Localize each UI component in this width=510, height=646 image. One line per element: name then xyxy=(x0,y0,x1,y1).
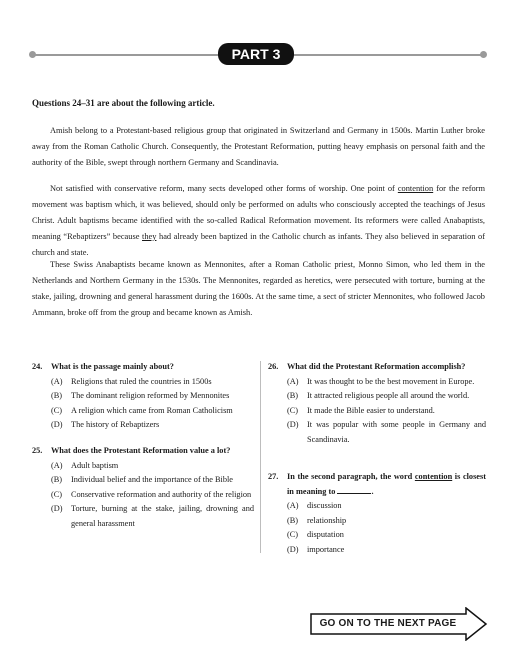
option-letter: (B) xyxy=(287,515,299,525)
answer-option[interactable] xyxy=(32,502,254,531)
option-text: Torture, burning at the stake, jailing, drowning and general harassment xyxy=(71,504,254,528)
paragraph-text: Not satisfied with conservative reform, many sects developed other forms of worship. One point of xyxy=(50,184,398,193)
question-stem xyxy=(268,360,486,375)
option-text: The dominant religion reformed by Mennonites xyxy=(71,391,230,400)
question-text: What does the Protestant Reformation value a lot? xyxy=(51,446,231,455)
option-letter: (A) xyxy=(287,501,299,510)
option-text: relationship xyxy=(307,515,347,525)
answer-option[interactable] xyxy=(268,404,486,419)
part-badge: PART 3 xyxy=(218,43,294,65)
header-rule-left-dot xyxy=(29,51,36,58)
option-text: It was thought to be the best movement in Europe. xyxy=(307,376,475,386)
question-27 xyxy=(268,470,486,557)
column-divider xyxy=(260,361,261,553)
option-text: Religions that ruled the countries in 1500s xyxy=(71,376,212,386)
question-number: 24. xyxy=(32,362,43,371)
question-text-part: . xyxy=(371,486,374,496)
next-page-label: GO ON TO THE NEXT PAGE xyxy=(319,618,457,629)
option-letter: (C) xyxy=(51,489,63,499)
option-letter: (A) xyxy=(51,460,63,470)
option-text: importance xyxy=(307,544,345,554)
answer-option[interactable] xyxy=(268,528,486,543)
article-paragraph-1 xyxy=(32,123,485,171)
answer-option[interactable] xyxy=(32,459,254,474)
option-text: Conservative reformation and authority of the religion xyxy=(71,489,252,499)
option-text: Adult baptism xyxy=(71,460,119,470)
option-letter: (D) xyxy=(51,420,63,429)
question-text-part: is closest in meaning to xyxy=(287,472,486,496)
underlined-word-they: they xyxy=(142,232,157,241)
question-stem xyxy=(32,444,254,459)
option-text: It was popular with some people in Germany and Scandinavia. xyxy=(307,420,486,444)
option-letter: (A) xyxy=(287,376,299,386)
answer-option[interactable] xyxy=(268,375,486,390)
question-24 xyxy=(32,360,254,433)
question-text: What did the Protestant Reformation accomplish? xyxy=(287,362,466,371)
question-number: 26. xyxy=(268,362,279,371)
option-letter: (C) xyxy=(287,405,299,415)
option-text: A religion which came from Roman Catholicism xyxy=(71,405,233,415)
answer-option[interactable] xyxy=(268,389,486,404)
question-25 xyxy=(32,444,254,531)
question-text-part: In the second paragraph, the word xyxy=(287,472,415,481)
option-text: The history of Rebaptizers xyxy=(71,420,160,429)
answer-option[interactable] xyxy=(268,418,486,447)
option-letter: (D) xyxy=(287,544,299,554)
underlined-word-contention: contention xyxy=(397,184,434,193)
answer-option[interactable] xyxy=(32,375,254,390)
answer-blank xyxy=(337,493,371,494)
article-paragraph-2 xyxy=(32,181,485,261)
option-text: It made the Bible easier to understand. xyxy=(307,405,435,415)
option-text: disputation xyxy=(307,530,344,539)
question-stem xyxy=(32,360,254,375)
underlined-word-contention: contention xyxy=(414,472,453,481)
option-letter: (B) xyxy=(51,391,63,400)
answer-option[interactable] xyxy=(32,488,254,503)
article-paragraph-3 xyxy=(32,257,485,321)
answer-option[interactable] xyxy=(268,543,486,558)
option-letter: (A) xyxy=(51,376,63,386)
paragraph-text: Amish belong to a Protestant-based religious group that originated in Switzerland and Germany in 1500s. Martin Luther broke away from the Roman Catholic Church. Consequently, the Protestant Reformation, putting heavy emphasis on personal faith and the authority of the Bible, swept through northern Germany and Scandinavia. xyxy=(32,126,485,167)
next-page-button[interactable] xyxy=(310,607,488,641)
option-letter: (C) xyxy=(287,530,299,539)
question-text: What is the passage mainly about? xyxy=(51,362,174,371)
answer-option[interactable] xyxy=(32,473,254,488)
answer-option[interactable] xyxy=(32,418,254,433)
instruction-heading: Questions 24–31 are about the following article. xyxy=(32,98,215,108)
option-text: Individual belief and the importance of the Bible xyxy=(71,475,233,484)
option-letter: (D) xyxy=(51,504,63,513)
answer-option[interactable] xyxy=(268,514,486,529)
question-number: 27. xyxy=(268,472,279,481)
answer-option[interactable] xyxy=(268,499,486,514)
paragraph-text: had already been baptized in the Catholic church as infants. They also believed in separation of church and state. xyxy=(32,232,485,257)
option-text: It attracted religious people all around the world. xyxy=(307,391,470,400)
paragraph-text: for the reform movement was baptism which, it was believed, should only be performed on adults who consciously accepted the teachings of Jesus Christ. Adult baptisms became identified with the so-called Radical Reformation movement. Its reformers were called Anabaptists, meaning “Rebaptizers” because xyxy=(32,184,485,241)
question-stem xyxy=(268,470,486,499)
option-text: discussion xyxy=(307,501,342,510)
paragraph-text: These Swiss Anabaptists became known as Mennonites, after a Roman Catholic priest, Monno Simon, who led them in the Netherlands and Northern Germany in the 1530s. The Mennonites, regarded as heretics, were persecuted with torture, burning at the stake, jailing, drowning and general harassment during the 1600s. At the same time, a sect of stricter Mennonites, who followed Jacob Ammann, broke off from the group and became known as Amish. xyxy=(32,260,485,317)
option-letter: (C) xyxy=(51,405,63,415)
option-letter: (D) xyxy=(287,420,299,429)
question-number: 25. xyxy=(32,446,43,455)
option-letter: (B) xyxy=(51,475,63,484)
option-letter: (B) xyxy=(287,391,299,400)
header-rule-right-dot xyxy=(480,51,487,58)
answer-option[interactable] xyxy=(32,389,254,404)
question-text xyxy=(287,470,486,499)
question-26 xyxy=(268,360,486,447)
answer-option[interactable] xyxy=(32,404,254,419)
